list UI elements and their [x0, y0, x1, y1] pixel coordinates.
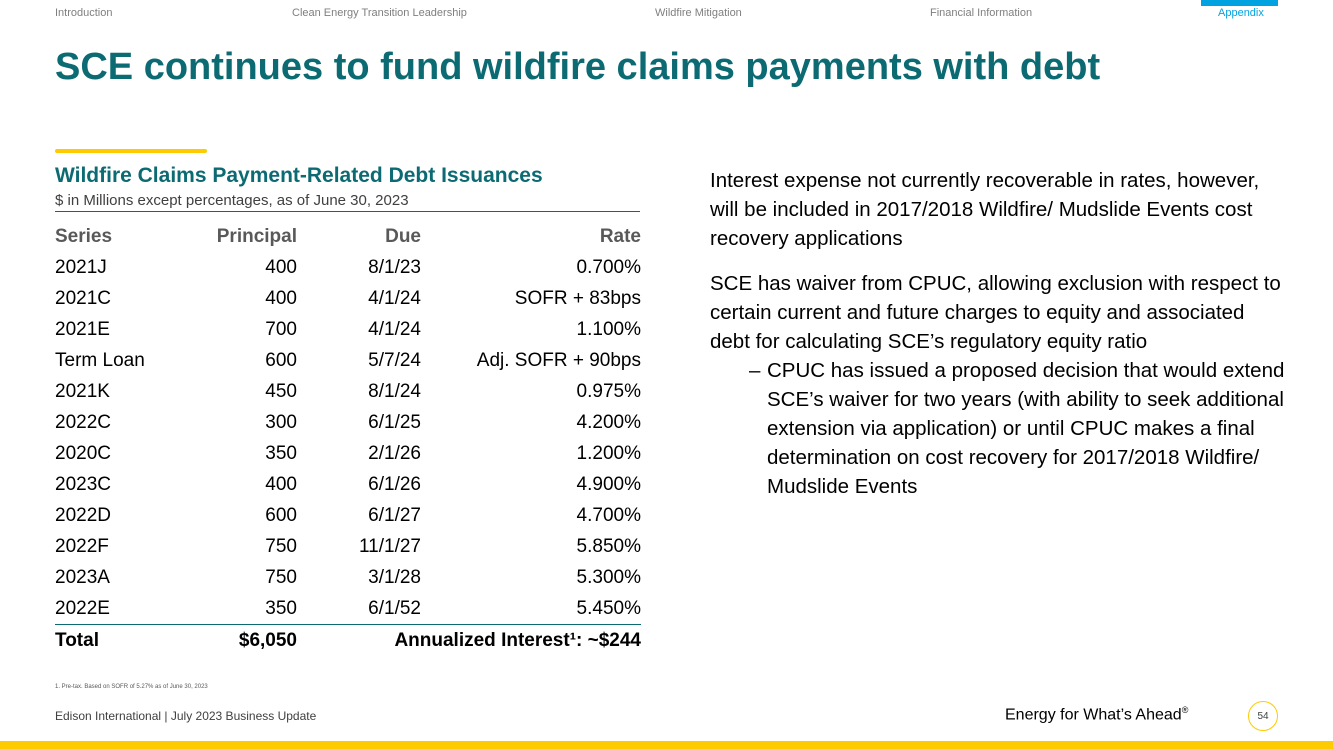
tagline-text: Energy for What’s Ahead — [1005, 706, 1182, 724]
table-title: Wildfire Claims Payment-Related Debt Issuances — [55, 164, 543, 187]
table-row — [55, 376, 641, 407]
nav-item-introduction[interactable]: Introduction — [55, 7, 113, 19]
cell-series: 2023A — [55, 566, 110, 588]
cell-due: 2/1/26 — [368, 442, 421, 464]
cell-principal: 350 — [265, 597, 297, 619]
cell-due: 3/1/28 — [368, 566, 421, 588]
table-row — [55, 314, 641, 345]
table-row — [55, 500, 641, 531]
commentary — [710, 166, 1290, 501]
cell-due: 4/1/24 — [368, 287, 421, 309]
debt-issuance-table — [55, 222, 641, 656]
cell-principal: 600 — [265, 349, 297, 371]
cell-series: 2021J — [55, 256, 107, 278]
cell-principal: 400 — [265, 287, 297, 309]
cell-due: 6/1/52 — [368, 597, 421, 619]
bottom-accent-bar — [0, 741, 1333, 749]
cell-series: 2022C — [55, 411, 111, 433]
cell-rate: 4.900% — [576, 473, 641, 495]
total-principal: $6,050 — [205, 625, 297, 657]
table-row — [55, 438, 641, 469]
sub-bullet — [749, 356, 1290, 501]
nav-item-clean-energy[interactable]: Clean Energy Transition Leadership — [292, 7, 467, 19]
cell-rate: 1.100% — [576, 318, 641, 340]
header-principal: Principal — [216, 226, 297, 247]
cell-series: 2022E — [55, 597, 110, 619]
cell-principal: 400 — [265, 256, 297, 278]
cell-rate: 4.700% — [576, 504, 641, 526]
table-row — [55, 345, 641, 376]
commentary-para-2: SCE has waiver from CPUC, allowing exclusion with respect to certain current and future charges to equity and associated debt for calculating SCE’s regulatory equity ratio — [710, 272, 1281, 353]
cell-due: 4/1/24 — [368, 318, 421, 340]
cell-due: 5/7/24 — [368, 349, 421, 371]
cell-due: 11/1/27 — [359, 535, 421, 557]
header-series: Series — [55, 226, 113, 247]
table-row — [55, 531, 641, 562]
cell-rate: 5.850% — [576, 535, 641, 557]
cell-series: 2022D — [55, 504, 111, 526]
cell-series: 2020C — [55, 442, 111, 464]
dash-marker: – — [749, 359, 761, 382]
cell-principal: 750 — [265, 535, 297, 557]
cell-series: 2022F — [55, 535, 109, 557]
nav-item-appendix[interactable]: Appendix — [1218, 7, 1264, 19]
cell-principal: 350 — [265, 442, 297, 464]
cell-rate: 0.975% — [576, 380, 641, 402]
header-rate: Rate — [599, 226, 641, 247]
nav-active-indicator — [1201, 0, 1278, 6]
cell-series: 2021E — [55, 318, 110, 340]
cell-rate: 5.300% — [576, 566, 641, 588]
commentary-para-1: Interest expense not currently recoverable in rates, however, will be included in 2017/2018 Wildfire/ Mudslide Events cost recovery applications — [710, 169, 1260, 250]
header-due: Due — [385, 226, 421, 247]
cell-rate: Adj. SOFR + 90bps — [476, 349, 641, 371]
cell-principal: 450 — [265, 380, 297, 402]
cell-principal: 700 — [265, 318, 297, 340]
cell-series: 2023C — [55, 473, 111, 495]
cell-principal: 400 — [265, 473, 297, 495]
cell-principal: 750 — [265, 566, 297, 588]
registered-mark: ® — [1181, 705, 1189, 715]
table-row — [55, 562, 641, 593]
cell-due: 6/1/26 — [368, 473, 421, 495]
table-header-row — [55, 222, 641, 252]
top-nav — [0, 0, 1333, 26]
cell-series: 2021C — [55, 287, 111, 309]
cell-series: 2021K — [55, 380, 110, 402]
cell-rate: SOFR + 83bps — [514, 287, 641, 309]
cell-due: 6/1/25 — [368, 411, 421, 433]
cell-due: 8/1/23 — [368, 256, 421, 278]
nav-item-wildfire-mitigation[interactable]: Wildfire Mitigation — [655, 7, 742, 19]
total-label: Total — [55, 625, 205, 657]
table-row — [55, 283, 641, 314]
page-number: 54 — [1248, 701, 1278, 731]
table-row — [55, 407, 641, 438]
footer-left: Edison International | July 2023 Business Update — [55, 709, 317, 723]
cell-rate: 1.200% — [576, 442, 641, 464]
footer-tagline — [1005, 705, 1188, 724]
sub-bullet-text: CPUC has issued a proposed decision that would extend SCE’s waiver for two years (with ability to seek additional extension via application) or until CPUC makes a final determination on cost recovery for 2017/2018 Wildfire/ Mudslide Events — [767, 359, 1285, 498]
table-row — [55, 252, 641, 283]
cell-rate: 0.700% — [576, 256, 641, 278]
cell-due: 8/1/24 — [368, 380, 421, 402]
page-title: SCE continues to fund wildfire claims payments with debt — [55, 46, 1101, 88]
table-row — [55, 593, 641, 625]
nav-item-financial-information[interactable]: Financial Information — [930, 7, 1033, 19]
accent-divider — [55, 149, 207, 153]
cell-rate: 5.450% — [576, 597, 641, 619]
table-subtitle: $ in Millions except percentages, as of June 30, 2023 — [55, 192, 640, 212]
table-row — [55, 469, 641, 500]
total-interest: Annualized Interest¹: ~$244 — [297, 625, 641, 657]
total-row — [55, 625, 641, 657]
cell-due: 6/1/27 — [368, 504, 421, 526]
cell-rate: 4.200% — [576, 411, 641, 433]
footnote: 1. Pre-tax. Based on SOFR of 5.27% as of June 30, 2023 — [55, 684, 208, 690]
cell-principal: 600 — [265, 504, 297, 526]
cell-principal: 300 — [265, 411, 297, 433]
cell-series: Term Loan — [55, 349, 145, 371]
